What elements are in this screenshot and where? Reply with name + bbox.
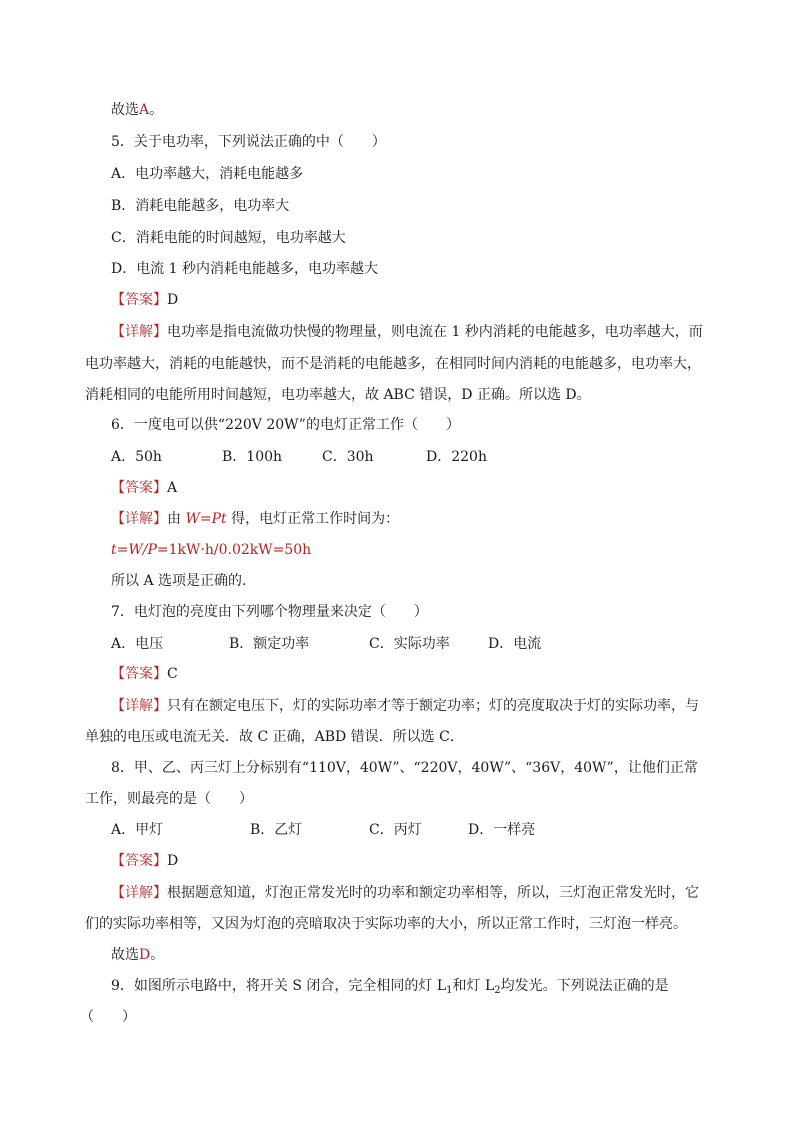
- stem-text: 9．如图所示电路中，将开关 S 闭合，完全相同的灯 L: [111, 978, 447, 994]
- q8-detail-line-1: [111, 883, 699, 903]
- q7-option-d: D．电流: [488, 636, 542, 652]
- q8-stem-line-1: 8．甲、乙、丙三灯上分标别有“110V，40W”、“220V，40W”、“36V，40W”，让他们正常: [111, 760, 698, 776]
- q5-option-c: C．消耗电能的时间越短，电功率越大: [111, 230, 346, 246]
- conclusion-answer: D: [139, 947, 151, 963]
- q5-detail-line-1: [111, 322, 703, 342]
- answer-value: D: [167, 292, 179, 308]
- q7-option-c: C．实际功率: [369, 636, 450, 652]
- answer-tag: 【答案】: [111, 480, 167, 496]
- detail-text: 只有在额定电压下，灯的实际功率才等于额定功率；灯的亮度取决于灯的实际功率，与: [167, 698, 699, 714]
- formula: W=Pt: [185, 511, 227, 527]
- detail-tag: 【详解】: [111, 511, 167, 527]
- q6-conclusion: 所以 A 选项是正确的.: [111, 573, 247, 589]
- stem-text: 和灯 L: [452, 978, 495, 994]
- q8-detail-line-2: 们的实际功率相等，又因为灯泡的亮暗取决于实际功率的大小，所以正常工作时，三灯泡一样亮。: [85, 916, 687, 932]
- q9-stem-line-1: [111, 976, 669, 996]
- detail-text: 由: [167, 511, 186, 527]
- answer-tag: 【答案】: [111, 666, 167, 682]
- q8-option-d: D．一样亮: [468, 822, 536, 838]
- conclusion-text: 故选: [111, 102, 139, 118]
- q6-option-c: C．30h: [322, 449, 374, 465]
- q5-detail-line-2: 电功率越大，消耗的电能越快，而不是消耗的电能越多，在相同时间内消耗的电能越多，电功率大，: [85, 356, 701, 372]
- q6-option-b: B．100h: [222, 449, 283, 465]
- q5-option-d: D．电流 1 秒内消耗电能越多，电功率越大: [111, 261, 379, 277]
- q6-answer: [111, 478, 177, 498]
- q6-stem: 6．一度电可以供“220V 20W”的电灯正常工作（ ）: [111, 417, 460, 433]
- detail-text: 电功率是指电流做功快慢的物理量，则电流在 1 秒内消耗的电能越多，电功率越大，而: [167, 324, 703, 340]
- q5-option-a: A．电功率越大，消耗电能越多: [111, 166, 304, 182]
- q6-option-d: D．220h: [426, 449, 487, 465]
- q5-detail-line-3: 消耗相同的电能所用时间越短，电功率越大，故 ABC 错误，D 正确。所以选 D。: [85, 387, 591, 403]
- q8-conclusion: [111, 945, 164, 965]
- stem-text: 均发光。下列说法正确的是: [500, 978, 669, 994]
- detail-tag: 【详解】: [111, 885, 167, 901]
- answer-tag: 【答案】: [111, 292, 167, 308]
- q7-option-b: B．额定功率: [229, 636, 310, 652]
- detail-text: 得，电灯正常工作时间为：: [226, 511, 400, 527]
- subscript: 1: [446, 985, 453, 996]
- q4-conclusion: [111, 100, 163, 120]
- formula-variables: t=W/P: [111, 542, 157, 558]
- q7-stem: 7．电灯泡的亮度由下列哪个物理量来决定（ ）: [111, 604, 428, 620]
- subscript: 2: [494, 985, 501, 996]
- q8-option-c: C．丙灯: [369, 822, 422, 838]
- answer-value: D: [167, 853, 179, 869]
- q8-stem-line-2: 工作，则最亮的是（ ）: [85, 791, 253, 807]
- q7-answer: [111, 664, 178, 684]
- answer-value: A: [167, 480, 178, 496]
- conclusion-suffix: 。: [149, 102, 164, 118]
- q8-option-a: A．甲灯: [111, 822, 164, 838]
- answer-tag: 【答案】: [111, 853, 167, 869]
- detail-text: 根据题意知道，灯泡正常发光时的功率和额定功率相等，所以，三灯泡正常发光时，它: [167, 885, 699, 901]
- detail-tag: 【详解】: [111, 324, 167, 340]
- q6-detail: [111, 509, 399, 529]
- conclusion-suffix: 。: [150, 947, 165, 963]
- q5-option-b: B．消耗电能越多，电功率大: [111, 198, 290, 214]
- answer-value: C: [167, 666, 178, 682]
- q6-option-a: A．50h: [111, 449, 162, 465]
- q7-detail-line-2: 单独的电压或电流无关．故 C 正确，ABD 错误．所以选 C．: [85, 729, 464, 745]
- formula-values: =1kW·h/0.02kW=50h: [156, 542, 312, 558]
- q6-formula: [111, 540, 311, 560]
- q8-answer: [111, 851, 178, 871]
- q7-option-a: A．电压: [111, 636, 164, 652]
- q5-stem: 5．关于电功率，下列说法正确的中（ ）: [111, 134, 386, 150]
- conclusion-answer: A: [139, 102, 150, 118]
- conclusion-text: 故选: [111, 947, 139, 963]
- detail-tag: 【详解】: [111, 698, 167, 714]
- q7-detail-line-1: [111, 696, 699, 716]
- q5-answer: [111, 290, 178, 310]
- q8-option-b: B．乙灯: [250, 822, 303, 838]
- q9-stem-line-2: （ ）: [80, 1009, 136, 1025]
